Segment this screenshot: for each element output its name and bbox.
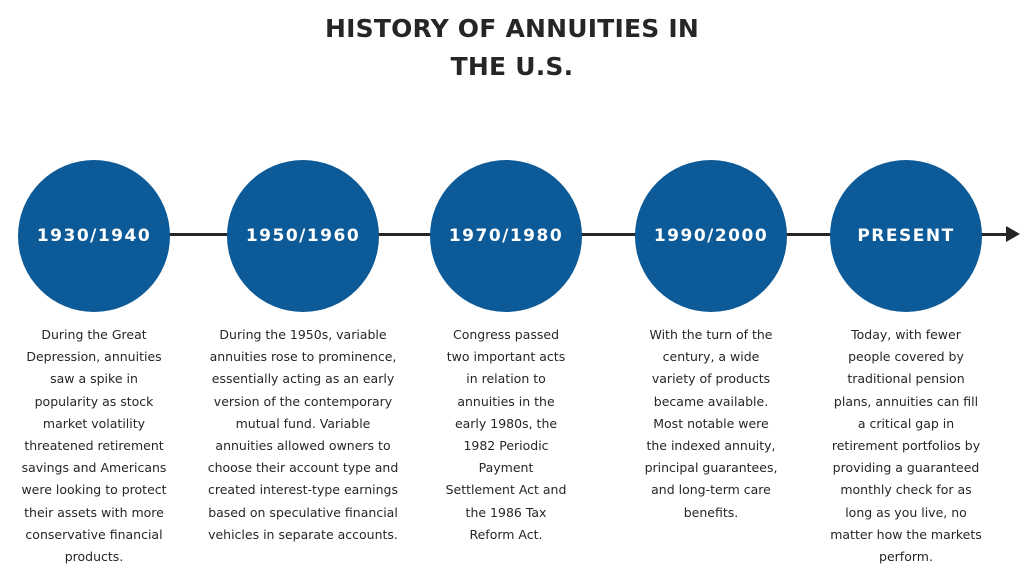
era-description-line: annuities allowed owners to	[215, 438, 391, 454]
era-description-line: During the Great	[41, 327, 147, 342]
era-description-line: 1982 Periodic	[463, 438, 549, 454]
timeline-arrowhead	[1006, 226, 1020, 242]
era-description-line: two important acts	[446, 349, 566, 365]
era-description-line: the 1986 Tax	[465, 504, 547, 520]
era-description	[406, 324, 606, 546]
era-description-line: Congress passed	[452, 327, 560, 342]
era-circle	[830, 160, 982, 312]
title-line-1: HISTORY OF ANNUITIES IN	[324, 14, 700, 43]
era-description-line: perform.	[879, 549, 933, 565]
era-description-line: choose their account type and	[207, 460, 399, 476]
era-description-line: and long-term care	[651, 482, 771, 498]
era-description-line: vehicles in separate accounts.	[208, 526, 398, 542]
timeline-era-1970-1980	[406, 160, 606, 546]
era-description-line: Today, with fewer	[851, 327, 961, 342]
era-description-line: popularity as stock	[34, 393, 154, 409]
era-circle	[227, 160, 379, 312]
era-description-line: their assets with more	[24, 504, 164, 520]
era-description-line: Payment	[478, 460, 534, 476]
era-description-line: market volatility	[42, 415, 146, 431]
era-description-line: During the 1950s, variable	[219, 327, 387, 342]
title-line-2: THE U.S.	[450, 52, 574, 81]
era-description-line: principal guarantees,	[644, 460, 778, 476]
era-description-line: threatened retirement	[24, 438, 164, 454]
era-label: 1970/1980	[448, 226, 564, 246]
era-description-line: Depression, annuities	[26, 349, 162, 365]
era-circle	[635, 160, 787, 312]
era-description-line: conservative financial	[25, 526, 163, 542]
timeline-era-present	[806, 160, 1006, 568]
era-description-line: people covered by	[848, 349, 964, 365]
era-label: PRESENT	[857, 226, 955, 246]
era-description	[203, 324, 403, 546]
era-description-line: based on speculative financial	[208, 504, 398, 520]
era-description-line: annuities in the	[457, 393, 555, 409]
era-description-line: matter how the markets	[830, 526, 982, 542]
era-description	[611, 324, 811, 524]
era-description-line: Most notable were	[653, 415, 769, 431]
era-description-line: traditional pension	[847, 371, 965, 387]
era-description-line: Reform Act.	[469, 526, 543, 542]
era-description-line: retirement portfolios by	[831, 438, 981, 454]
era-description-line: savings and Americans	[21, 460, 167, 476]
era-description-line: Settlement Act and	[445, 482, 567, 498]
era-description-line: the indexed annuity,	[646, 438, 776, 454]
era-description-line: early 1980s, the	[454, 415, 558, 431]
era-description-line: annuities rose to prominence,	[209, 349, 397, 365]
era-description-line: essentially acting as an early	[211, 371, 395, 387]
era-description-line: were looking to protect	[21, 482, 167, 498]
era-circle	[430, 160, 582, 312]
era-description-line: became available.	[653, 393, 769, 409]
era-description-line: saw a spike in	[50, 371, 138, 387]
era-description-line: long as you live, no	[845, 504, 967, 520]
era-label: 1990/2000	[653, 226, 769, 246]
era-description-line: a critical gap in	[857, 415, 955, 431]
era-description-line: plans, annuities can fill	[833, 393, 979, 409]
era-description-line: products.	[64, 549, 124, 565]
era-description-line: monthly check for as	[840, 482, 972, 498]
era-description-line: century, a wide	[662, 349, 760, 365]
era-description	[0, 324, 194, 568]
era-description-line: providing a guaranteed	[832, 460, 980, 476]
timeline-era-1990-2000	[611, 160, 811, 524]
era-label: 1930/1940	[36, 226, 152, 246]
era-description	[806, 324, 1006, 568]
era-description-line: in relation to	[466, 371, 546, 387]
era-description-line: With the turn of the	[649, 327, 773, 342]
timeline-era-1930-1940	[0, 160, 194, 568]
era-label: 1950/1960	[245, 226, 361, 246]
era-description-line: mutual fund. Variable	[235, 415, 371, 431]
page-title	[0, 10, 1024, 86]
timeline-era-1950-1960	[203, 160, 403, 546]
era-description-line: benefits.	[683, 504, 739, 520]
era-description-line: variety of products	[651, 371, 771, 387]
era-description-line: created interest-type earnings	[208, 482, 398, 498]
era-circle	[18, 160, 170, 312]
era-description-line: version of the contemporary	[213, 393, 393, 409]
